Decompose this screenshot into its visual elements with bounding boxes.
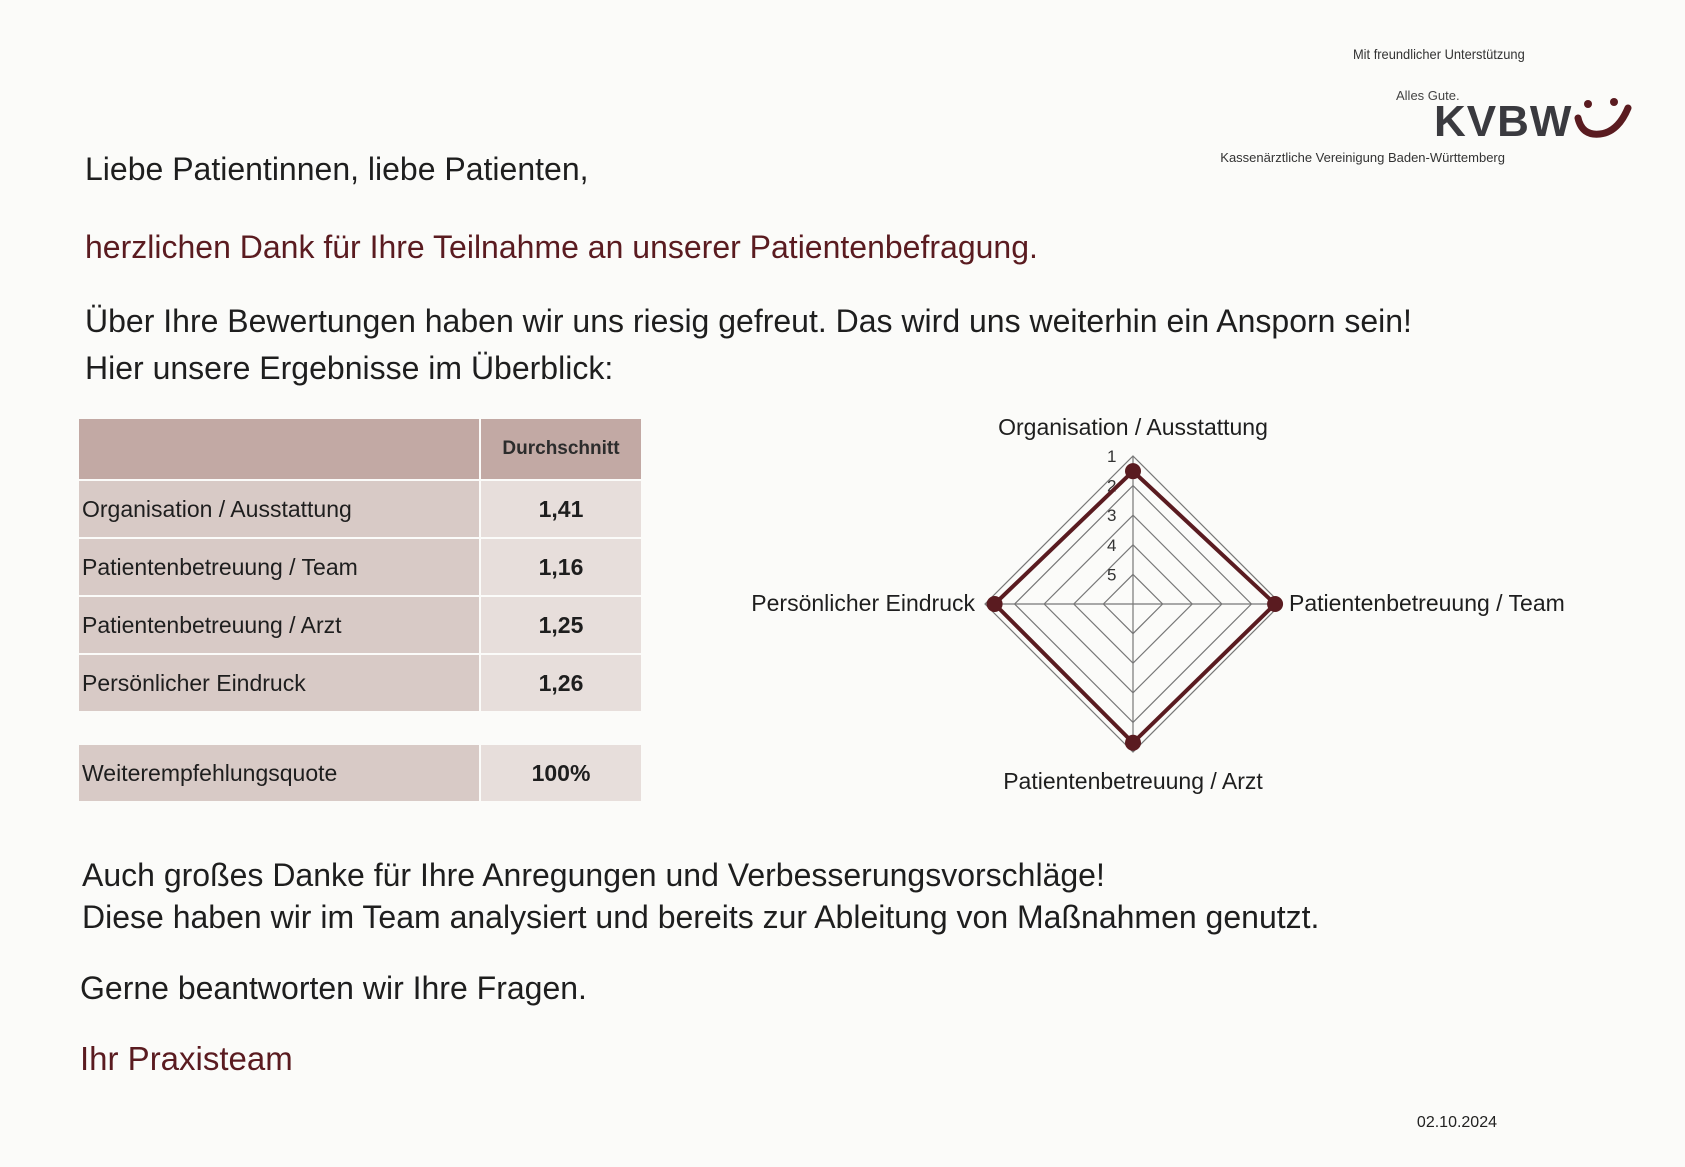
table-row-value: 1,41 — [481, 481, 641, 537]
table-row-label: Patientenbetreuung / Arzt — [79, 597, 479, 653]
date: 02.10.2024 — [1416, 1114, 1497, 1131]
kvbw-logo: KVBW — [1434, 97, 1573, 146]
intro-line-1: Über Ihre Bewertungen haben wir uns riesig gefreut. Das wird uns weiterhin ein Ansporn sein! — [85, 303, 1412, 339]
radar-data-point — [987, 596, 1003, 612]
radar-scale-label: 2 — [1107, 476, 1117, 496]
table-row-value: 1,26 — [481, 655, 641, 711]
radar-scale-label: 1 — [1107, 447, 1117, 466]
radar-data-point — [1125, 463, 1141, 479]
logo-slogan: Alles Gute. — [1396, 88, 1460, 103]
radar-axis-label: Persönlicher Eindruck — [751, 590, 975, 616]
questions-line: Gerne beantworten wir Ihre Fragen. — [80, 970, 587, 1006]
radar-axis-label: Organisation / Ausstattung — [998, 414, 1268, 440]
radar-scale-label: 3 — [1107, 506, 1117, 526]
logo-org-name: Kassenärztliche Vereinigung Baden-Württemberg — [1220, 150, 1505, 165]
outro-line-1: Auch großes Danke für Ihre Anregungen und Verbesserungsvorschläge! — [82, 857, 1105, 893]
radar-data-point — [1267, 596, 1283, 612]
sponsor-caption: Mit freundlicher Unterstützung — [1353, 46, 1525, 62]
recommendation-label: Weiterempfehlungsquote — [79, 745, 479, 801]
table-row-value: 1,25 — [481, 597, 641, 653]
table-row-label: Patientenbetreuung / Team — [79, 539, 479, 595]
radar-data-point — [1125, 735, 1141, 751]
radar-scale-label: 5 — [1107, 565, 1117, 585]
smile-logo-icon — [1574, 96, 1634, 146]
table-header-label — [79, 419, 479, 479]
radar-axis-label: Patientenbetreuung / Team — [1289, 590, 1565, 616]
table-row-label: Organisation / Ausstattung — [79, 481, 479, 537]
thanks-line: herzlichen Dank für Ihre Teilnahme an unserer Patientenbefragung. — [85, 229, 1038, 265]
greeting: Liebe Patientinnen, liebe Patienten, — [85, 151, 589, 187]
table-row-value: 1,16 — [481, 539, 641, 595]
recommendation-value: 100% — [481, 745, 641, 801]
radar-series-line — [995, 471, 1275, 743]
radar-chart — [730, 400, 1610, 820]
intro-line-2: Hier unsere Ergebnisse im Überblick: — [85, 350, 614, 386]
table-header-value: Durchschnitt — [481, 419, 641, 479]
signoff: Ihr Praxisteam — [80, 1040, 293, 1077]
table-row-label: Persönlicher Eindruck — [79, 655, 479, 711]
radar-scale-label: 4 — [1107, 535, 1117, 555]
outro-line-2: Diese haben wir im Team analysiert und bereits zur Ableitung von Maßnahmen genutzt. — [82, 899, 1320, 935]
radar-axis-label: Patientenbetreuung / Arzt — [1003, 768, 1263, 794]
